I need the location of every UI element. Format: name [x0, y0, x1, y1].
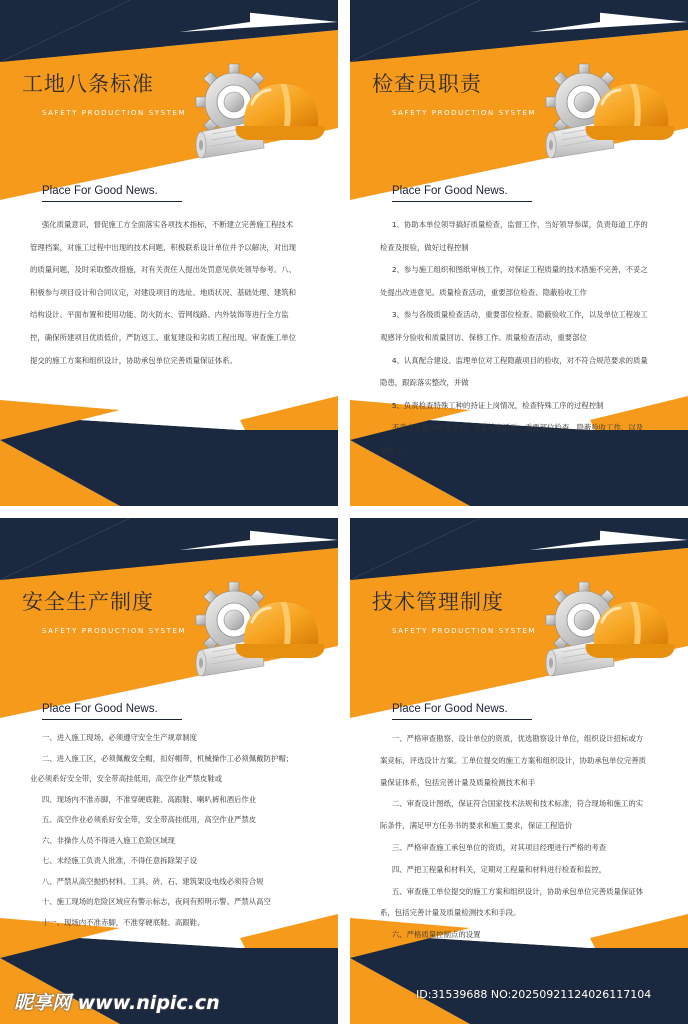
panel-subtitle: SAFETY PRODUCTION SYSTEM [42, 627, 187, 635]
watermark-logo: 昵享网 www.nipic.cn [14, 992, 220, 1014]
poster-panel-4 [350, 518, 688, 1024]
panel-paragraph: 三、严格审查施工承包单位的资质，对其项目经理进行严格的考查 [391, 842, 607, 852]
panel-heading: Place For Good News. [42, 185, 158, 197]
panel-paragraph: 一、严格审查勘察、设计单位的资质，优选勘察设计单位，组织设计招标或方案竞标，评选设计方案。工单位提交的施工方案和组织设计，协助承包单位完善质量保证体系，包括完善计量及质量检测技术和手 [380, 734, 647, 787]
poster-panel-1 [0, 0, 338, 506]
panel-paragraph: 2、参与施工组织和图纸审核工作，对保证工程质量的技术措施不完善，不妥之处提出改进意见。质量检查活动，重要部位检查、隐蔽验收工作 [380, 265, 648, 297]
heading-underline [392, 719, 532, 720]
panel-subtitle: SAFETY PRODUCTION SYSTEM [42, 109, 187, 117]
panel-title: 工地八条标准 [22, 72, 154, 96]
panel-paragraph: 二、进入施工区，必须佩戴安全帽，扣好帽带，机械操作工必须佩戴防护帽；业必须系好安全带，安全带高挂低用，高空作业严禁皮鞋或 [30, 753, 294, 783]
watermark-id: ID:31539688 NO:20250921124026117104 [416, 988, 652, 1001]
panel-title: 安全生产制度 [22, 590, 154, 614]
heading-underline [42, 719, 182, 720]
panel-paragraph: 二、审查设计图纸，保证符合国家技术法规和技术标准，符合现场和施工的实际条件，满足甲方任务书的要求和施工要求，保证工程造价 [380, 799, 644, 831]
panel-paragraph: 五、高空作业必须系好安全带，安全带高挂低用，高空作业严禁皮 [41, 815, 257, 824]
panel-paragraph: 一、进入施工现场，必须遵守安全生产规章制度 [41, 733, 198, 742]
helmet-gear-icon [542, 62, 677, 162]
panel-subtitle: SAFETY PRODUCTION SYSTEM [392, 109, 537, 117]
helmet-gear-icon [192, 62, 327, 162]
panel-heading: Place For Good News. [392, 703, 508, 715]
panel-title: 检查员职责 [372, 72, 482, 96]
helmet-gear-icon [542, 580, 677, 680]
panel-paragraph: 十、施工现场的危险区域应有警示标志，夜间有照明示警。严禁从高空 [41, 897, 271, 906]
panel-paragraph: 六、非操作人员不得进入施工危险区域现 [41, 835, 175, 845]
panel-paragraph: 4、认真配合建设、监理单位对工程隐蔽项目的验收，对不符合规范要求的质量隐患，跟踪落实整改，并做 [380, 355, 648, 388]
panel-paragraph: 1、协助本单位领导搞好质量检查，监督工作，当好领导参谋，负责每道工序的检查及报验，做好过程控制 [380, 220, 648, 252]
panel-paragraph: 六、严格质量控制点的设置 [391, 930, 481, 940]
panel-body [30, 214, 298, 372]
panel-paragraph: 七、未经施工负责人批准，不得任意拆除架子设 [41, 856, 198, 865]
panel-body [380, 728, 650, 946]
panel-paragraph: 强化质量意识，督促施工方全面落实各项技术指标，不断建立完善施工程技术管理档案，对施工过程中出现的技术问题，积极联系设计单位并予以解决，对出现的质量问题，及时采取整改措施，对有关责任人提出处罚意见供处领导参考。八、积极参与项目设计和合同议定，对建设项目的选址、地质状况、基础处理、建筑和结构设计、平面布置和使用功能、防火防水、管网线路、内外装饰等进行全方监控，确保所建项目优质低价，严防返工、重复建设和劣质工程出现。审查施工单位提交的施工方案和组织设计，协助承包单位完善质量保证体系。 [30, 220, 297, 365]
panel-paragraph: 十一、现场内不准赤脚，不准穿硬底鞋、高跟鞋、 [41, 917, 205, 927]
panel-paragraph: 八、严禁从高空抛扔材料、工具、砖、石、建筑架设电线必须符合规 [41, 876, 264, 886]
panel-heading: Place For Good News. [42, 703, 158, 715]
panel-paragraph: 5、负责检查特殊工种的持证上岗情况，检查特殊工序的过程控制 [391, 400, 604, 410]
panel-paragraph: 五、审查施工单位提交的施工方案和组织设计，协助承包单位完善质量保证体系，包括完善计量及质量检测技术和手段。 [380, 886, 644, 918]
helmet-gear-icon [192, 580, 327, 680]
panel-heading: Place For Good News. [392, 185, 508, 197]
panel-paragraph: 3、参与各级质量检查活动，重要部位检查、隐蔽验收工作，以及单位工程竣工观感评分验收和质量回访、保修工作。质量检查活动，重要部位 [380, 310, 648, 342]
panel-paragraph: 四、现场内不准赤脚，不准穿硬底鞋、高跟鞋、喇叭裤和酒后作业 [41, 794, 257, 804]
panel-body [30, 728, 300, 933]
poster-panel-3 [0, 518, 338, 1024]
heading-underline [42, 201, 182, 202]
heading-underline [392, 201, 532, 202]
panel-body [380, 214, 650, 463]
panel-paragraph: 四、严把工程量和材料关，定期对工程量和材料进行检查和监控， [391, 864, 607, 874]
panel-subtitle: SAFETY PRODUCTION SYSTEM [392, 627, 537, 635]
panel-title: 技术管理制度 [372, 590, 504, 614]
panel-paragraph: 不妥之处提出改进意见。质量检查活动，重要部位检查、隐蔽验收工作，以及单位工。 [380, 423, 644, 455]
poster-panel-2 [350, 0, 688, 506]
